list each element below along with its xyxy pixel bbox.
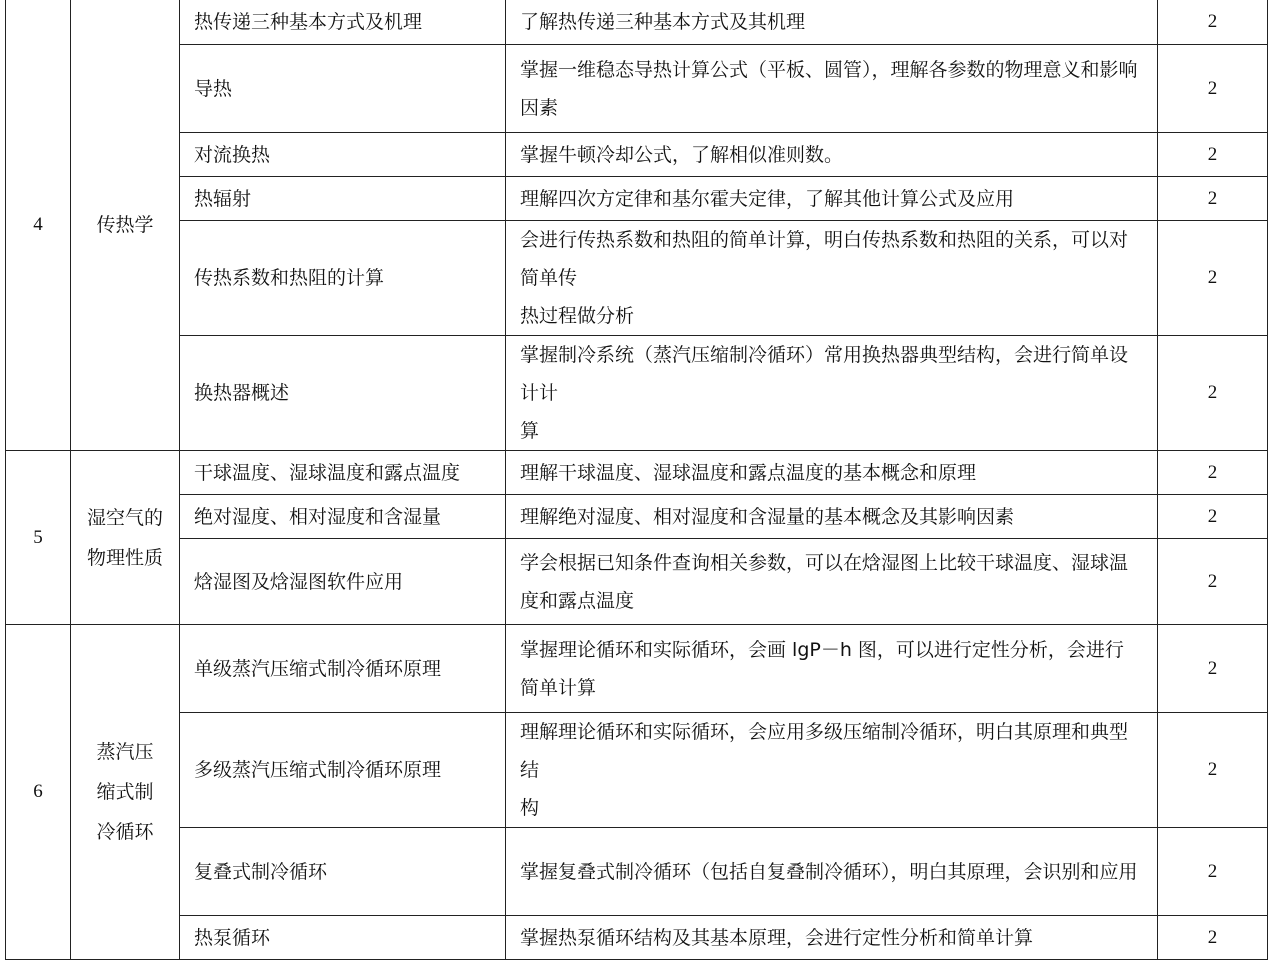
- requirement-line: 热过程做分析: [520, 305, 635, 327]
- hours-cell: 2: [1158, 451, 1268, 495]
- chapter-title-line: 冷循环: [96, 821, 154, 843]
- requirement-cell: [506, 828, 1158, 916]
- topic-cell: 复叠式制冷循环: [180, 828, 506, 916]
- chapter-title-line: 物理性质: [86, 546, 163, 569]
- hours-cell: 2: [1158, 828, 1268, 916]
- chapter-title-line: 蒸汽压: [96, 741, 154, 763]
- requirement-cell: [506, 45, 1158, 133]
- requirement-line: 简单计算: [520, 676, 597, 699]
- table-body: [6, 0, 1268, 960]
- topic-cell: 多级蒸汽压缩式制冷循环原理: [180, 713, 506, 828]
- requirement-cell: [506, 221, 1158, 336]
- requirement-cell: [506, 713, 1158, 828]
- requirement-cell: [506, 336, 1158, 451]
- chapter-title-line: 传热学: [96, 213, 154, 236]
- table-row: [6, 133, 1268, 177]
- hours-cell: 2: [1158, 336, 1268, 451]
- topic-cell: 热传递三种基本方式及机理: [180, 0, 506, 45]
- hours-cell: 2: [1158, 221, 1268, 336]
- table-row: [6, 828, 1268, 916]
- requirement-cell: 理解四次方定律和基尔霍夫定律，了解其他计算公式及应用: [506, 177, 1158, 221]
- chapter-number: 5: [6, 451, 71, 625]
- requirement-line: 因素: [520, 96, 559, 119]
- requirement-cell: 理解绝对湿度、相对湿度和含湿量的基本概念及其影响因素: [506, 495, 1158, 539]
- topic-cell: 绝对湿度、相对湿度和含湿量: [180, 495, 506, 539]
- table-row: [6, 0, 1268, 45]
- requirement-line: 会进行传热系数和热阻的简单计算，明白传热系数和热阻的关系，可以对简单传: [520, 229, 1129, 289]
- topic-cell: 干球温度、湿球温度和露点温度: [180, 451, 506, 495]
- hours-cell: 2: [1158, 45, 1268, 133]
- syllabus-table: [5, 0, 1268, 960]
- chapter-title: [71, 625, 180, 960]
- table-row: [6, 539, 1268, 625]
- table-row: [6, 625, 1268, 713]
- topic-cell: 传热系数和热阻的计算: [180, 221, 506, 336]
- topic-cell: 导热: [180, 45, 506, 133]
- chapter-number: 6: [6, 625, 71, 960]
- requirement-line: 掌握复叠式制冷循环（包括自复叠制冷循环），明白其原理，会识别和应用: [520, 860, 1138, 883]
- table-row: [6, 45, 1268, 133]
- topic-cell: 热辐射: [180, 177, 506, 221]
- requirement-cell: 了解热传递三种基本方式及其机理: [506, 0, 1158, 45]
- table-row: [6, 916, 1268, 960]
- requirement-line: 度和露点温度: [520, 589, 635, 612]
- requirement-line: 理解理论循环和实际循环，会应用多级压缩制冷循环，明白其原理和典型结: [520, 721, 1129, 781]
- chapter-title-line: 缩式制: [96, 781, 154, 803]
- requirement-line: 算: [520, 420, 540, 442]
- hours-cell: 2: [1158, 916, 1268, 960]
- requirement-cell: [506, 539, 1158, 625]
- topic-cell: 焓湿图及焓湿图软件应用: [180, 539, 506, 625]
- hours-cell: 2: [1158, 177, 1268, 221]
- topic-cell: 单级蒸汽压缩式制冷循环原理: [180, 625, 506, 713]
- hours-cell: 2: [1158, 495, 1268, 539]
- topic-cell: 换热器概述: [180, 336, 506, 451]
- requirement-cell: 理解干球温度、湿球温度和露点温度的基本概念和原理: [506, 451, 1158, 495]
- hours-cell: 2: [1158, 0, 1268, 45]
- chapter-title-line: 湿空气的: [86, 506, 163, 529]
- hours-cell: 2: [1158, 133, 1268, 177]
- table-row: [6, 336, 1268, 451]
- requirement-cell: 掌握热泵循环结构及其基本原理，会进行定性分析和简单计算: [506, 916, 1158, 960]
- requirement-line: 学会根据已知条件查询相关参数，可以在焓湿图上比较干球温度、湿球温: [520, 551, 1129, 574]
- hours-cell: 2: [1158, 539, 1268, 625]
- table-row: [6, 713, 1268, 828]
- chapter-number: 4: [6, 0, 71, 451]
- table-row: [6, 451, 1268, 495]
- requirement-line: 构: [520, 797, 540, 819]
- hours-cell: 2: [1158, 625, 1268, 713]
- table-row: [6, 177, 1268, 221]
- requirement-line: 掌握理论循环和实际循环，会画 lgP－h 图，可以进行定性分析，会进行: [520, 638, 1124, 661]
- requirement-line: 掌握制冷系统（蒸汽压缩制冷循环）常用换热器典型结构，会进行简单设计计: [520, 344, 1129, 404]
- chapter-title: [71, 0, 180, 451]
- chapter-title: [71, 451, 180, 625]
- topic-cell: 热泵循环: [180, 916, 506, 960]
- table-row: [6, 221, 1268, 336]
- topic-cell: 对流换热: [180, 133, 506, 177]
- hours-cell: 2: [1158, 713, 1268, 828]
- requirement-line: 掌握一维稳态导热计算公式（平板、圆管），理解各参数的物理意义和影响: [520, 58, 1138, 81]
- requirement-cell: [506, 625, 1158, 713]
- table-row: [6, 495, 1268, 539]
- requirement-cell: 掌握牛顿冷却公式，了解相似准则数。: [506, 133, 1158, 177]
